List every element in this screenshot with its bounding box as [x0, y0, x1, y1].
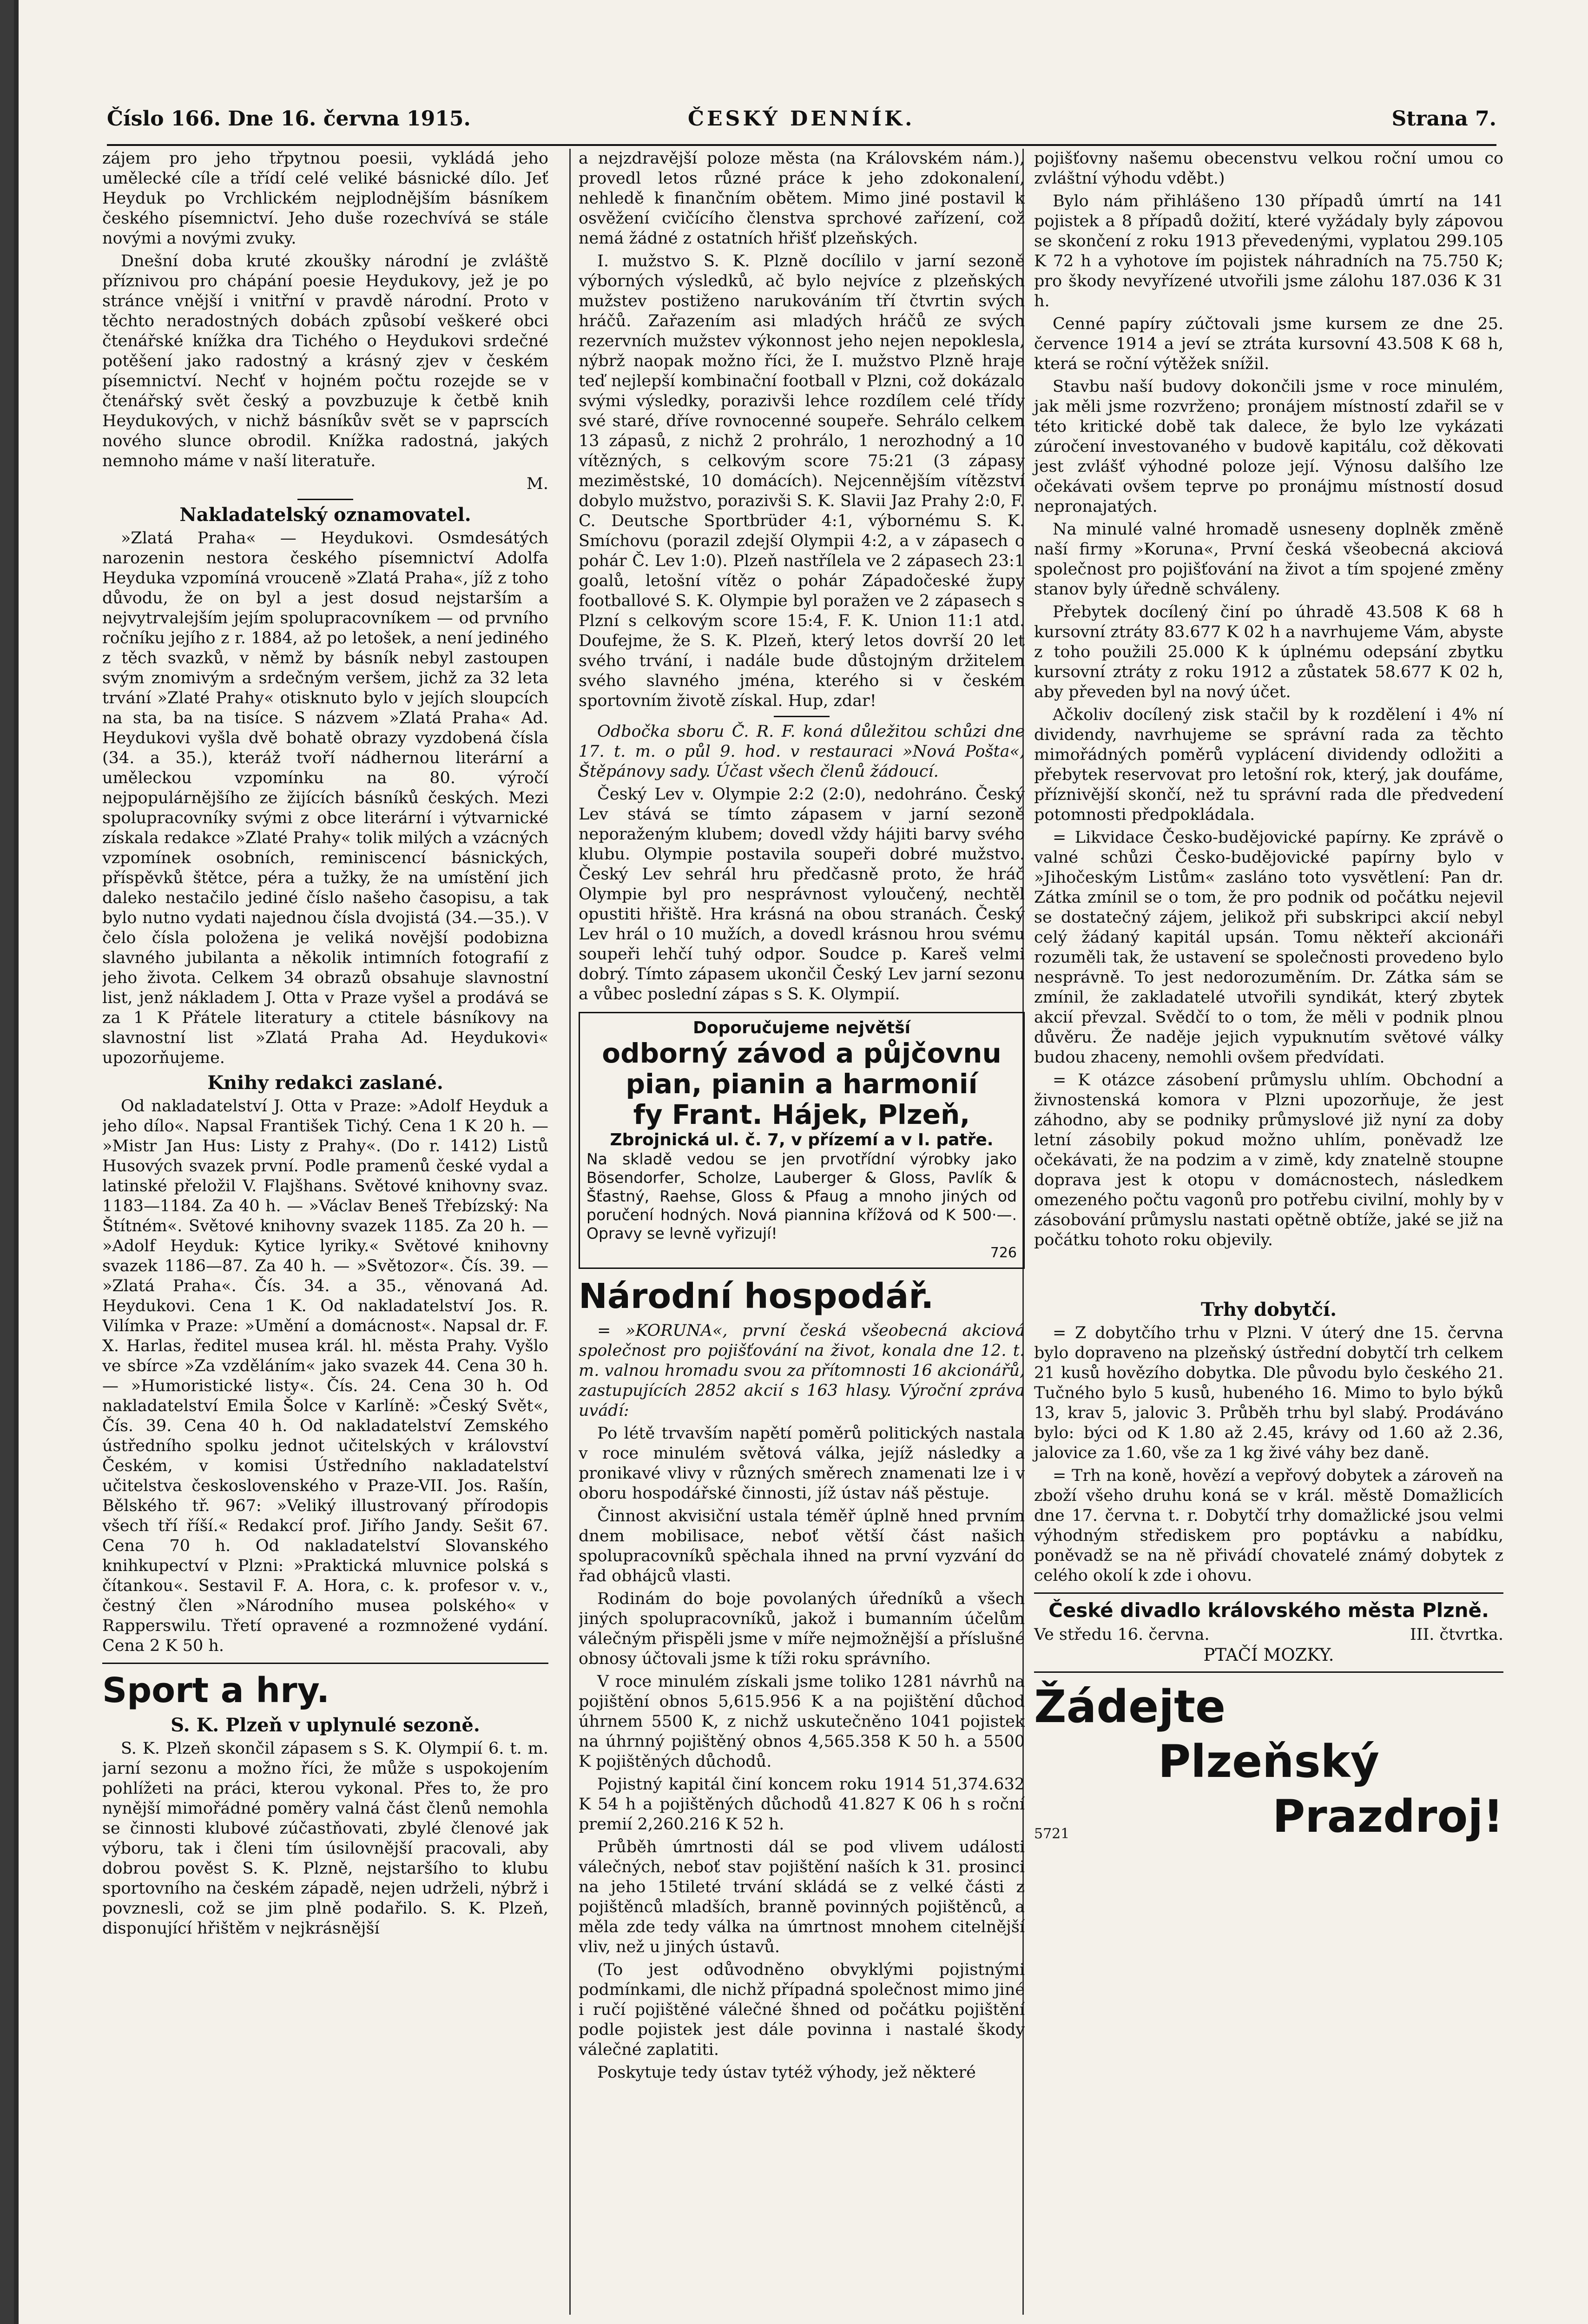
column-3 — [1025, 149, 1503, 2324]
article-paragraph: (To jest odůvodněno obvyklými pojistnými podmínkami, dle nichž případná společnost mimo jiné i ručí pojištěné válečné šhned od počátku pojištění podle pojistek jest dále povinna i nastalé škody válečné zaplatiti. — [579, 1961, 1025, 2059]
advertisement-piano — [579, 1012, 1025, 1269]
ad-number: 726 — [990, 1245, 1017, 1261]
ad-headline: odborný závod a půjčovnu — [602, 1037, 1002, 1069]
theatre-play: PTAČÍ MOZKY. — [1203, 1645, 1334, 1665]
article-paragraph: Poskytuje tedy ústav tytéž výhody, jež některé — [597, 2063, 976, 2082]
page-number: Strana 7. — [1391, 107, 1496, 131]
article-paragraph: Průběh úmrtnosti dál se pod vlivem události válečných, neboť stav pojištění naších k 31. prosinci na jeho 15tileté trvání skládá se z velké části z pojištěnců mladších, branně povinných pojištěnců, a měla zde tedy válka na úmrtnost mnohem citelnější vliv, než u jiných ústavů. — [579, 1838, 1025, 1956]
column-2 — [579, 149, 1025, 2324]
article-paragraph: a nejzdravější poloze města (na Královském nám.), provedl letos různé práce k jeho zdokonalení, nehledě k finančním obětem. Mimo jiné postavil k osvěžení cvičícího členstva sprchové zařízení, což nemá žádné z ostatních hřišť plzeňských. — [579, 149, 1025, 248]
article-paragraph: = »KORUNA«, první česká všeobecná akciová společnost pro pojišťování na život, konala dne 12. t. m. valnou hromadu svou za přítomnosti 16 akcionářů, zastupujících 2852 akcií s 163 hlasy. Výroční zpráva uvádí: — [579, 1321, 1025, 1420]
article-paragraph: V roce minulém získali jsme toliko 1281 návrhů na pojištění obnos 5,615.956 K a na pojištění důchod úhrnem 5500 K, z nichž uskutečněno 1041 pojistek na úhrnný pojištěný obnos 4,565.358 K 50 h. a 5500 K pojištěných důchodů. — [579, 1672, 1025, 1771]
section-title: Nakladatelský oznamovatel. — [179, 504, 471, 526]
article-paragraph: zájem pro jeho třpytnou poesii, vykládá jeho umělecké cíle a třídí celé veliké básnické dílo. Jeť Heyduk po Vrchlickém nejplodnějším básníkem českého písemnictví. Jeho duše rozechvívá se stále novými a novými zvuky. — [102, 149, 548, 248]
page-edge — [0, 0, 14, 2324]
page-header — [107, 107, 1496, 146]
divider — [102, 1663, 548, 1664]
article-paragraph: Dnešní doba kruté zkoušky národní je zvláště příznivou pro chápání poesie Heydukovy, jež je po stránce vnější i vnitřní v pravdě národní. Proto v těchto neradostných dobách způsobí veškeré obci čtenářské knížka dra Tichého o Heydukovi srdečné potěšení jako radostný a krásný zjev v českém písemnictví. Nechť v hojném počtu rozejde se v čtenářský svět český a povzbuzuje k četbě knih Heydukových, v nichž básníkův svět se v paprscích nového slunce obrodil. Knížka radostná, jakých nemnoho máme v naší literatuře. — [102, 252, 548, 470]
article-paragraph: Ačkoliv docílený zisk stačil by k rozdělení i 4% ní dividendy, navrhujeme se správní rada za těchto mimořádných poměrů vyplácení dividendy odložiti a přebytek reservovat pro letošní rok, který, jak doufáme, příznivější skončí, než tu správní rada dle předvedení potomnosti předpokládala. — [1034, 706, 1503, 824]
article-paragraph: = Likvidace Česko-budějovické papírny. Ke zprávě o valné schůzi Česko-budějovické papírny bylo v »Jihočeským Listům« zasláno toto vysvětlení: Pan dr. Zátka zmínil se o tom, že pro podnik od počátku nejevil se dostatečný zájem, jelikož při subskripci akcií nebyl celý žádaný kapitál upsán. Tomu někteří akcionáři rozuměli tak, že ustavení se společnosti provedeno bylo nesprávně. To jest nedorozuměním. Dr. Zátka sám se zmínil, že zakladatelé utvořili syndikát, který zbytek akcií převzal. Svědčí to o tom, že měli v podnik plnou důvěru. Že naděje jejich vypuknutím světové války budou zhaceny, nemohli ovšem předvídati. — [1034, 828, 1503, 1067]
article-paragraph: Cenné papíry zúčtovali jsme kursem ze dne 25. července 1914 a jeví se ztráta kursovní 43.508 K 68 h, která se roční výtěžek snížil. — [1034, 315, 1503, 373]
article-paragraph: Český Lev v. Olympie 2:2 (2:0), nedohráno. Český Lev stává se tímto zápasem v jarní sezoně neporaženým klubem; dovedl vždy hájiti barvy svého klubu. Olympie postavila soupeři dobré mužstvo. Český Lev sehrál hru předčasně proto, že hráč Olympie byl pro nesprávnost vyloučený, nechtěl opustiti hřiště. Hra krásná na obou stranách. Český Lev hrál o 10 mužích, a dovedl krásnou hrou svému soupeři lehčí tuhý odpor. Soudce p. Kareš velmi dobrý. Tímto zápasem ukončil Český Lev jarní sezonu a vůbec poslední zápas s S. K. Olympií. — [579, 785, 1025, 1004]
article-paragraph: = Trh na koně, hovězí a vepřový dobytek a zároveň na zboží všeho druhu koná se v král. městě Domažlicích dne 17. června t. r. Dobytčí trhy domažlické jsou velmi výhodným střediskem pro poptávku a nabídku, poněvadž se na ně přivádí chovatelé známý dobytek z celého okolí k zde i ohovu. — [1034, 1466, 1503, 1585]
article-paragraph: Od nakladatelství J. Otta v Praze: »Adolf Heyduk a jeho dílo«. Napsal František Tichý. Cena 1 K 20 h. — »Mistr Jan Hus: Listy z Prahy«. (Do r. 1412) Listů Husových svazek první. Podle pramenů české vydal a latinské přeložil V. Flajšhans. Světové knihovny svaz. 1183—1184. Za 40 h. — »Václav Beneš Třebízský: Na Štítném«. Světové knihovny svazek 1185. Za 20 h. — »Adolf Heyduk: Kytice lyriky.« Světové knihovny svazek 1186—87. Za 40 h. — »Světozor«. Čís. 39. — »Zlatá Praha«. Čís. 34. a 35., věnovaná Ad. Heydukovi. Cena 1 K. Od nakladatelství Jos. R. Vilímka v Praze: »Umění a domácnost«. Napsal dr. F. X. Harlas, ředitel musea král. hl. města Prahy. Vyšlo ve sbírce »Za vzděláním« jako svazek 44. Cena 30 h. — »Humoristické listy«. Čís. 24. Cena 30 h. Od nakladatelství Emila Šolce v Karlíně: »Český Svět«, Čís. 39. Cena 40 h. Od nakladatelství Zemského ústředního spolku jednot učitelských v království Českém, v komisi Ústředního nakladatelství učitelstva československého v Praze-VII. Jos. Rašín, Bělského tř. 967: »Veliký illustrovaný přírodopis všech tří říší.« Redakcí prof. Jiřího Jandy. Sešit 67. Cena 70 h. Od nakladatelství Slovanského knihkupectví v Plzni: »Praktická mluvnice polská s čítankou«. Sestavil F. A. Hora, c. k. profesor v. v., čestný člen »Národního musea polského« v Rapperswilu. Třetí opravené a rozmnožené vydání. Cena 2 K 50 h. — [102, 1097, 548, 1655]
article-paragraph: S. K. Plzeň skončil zápasem s S. K. Olympií 6. t. m. jarní sezonu a možno říci, že může s uspokojením pohlížeti na práci, kterou vykonal. Přes to, že pro nynější mimořádné poměry valná část členů nemohla se činnosti klubové zúčastňovati, zbylé členové jak výboru, tak i členi tím úsilovnější pracovali, aby dobrou pověst S. K. Plzně, nejstaršího to klubu sportovního na českém západě, nejen udrželi, nýbrž i povznesli, což se jim plně podařilo. S. K. Plzeň, disponující hřištěm v nejkrásnější — [102, 1739, 548, 1938]
article-paragraph: »Zlatá Praha« — Heydukovi. Osmdesátých narozenin nestora českého písemnictví Adolfa Heyduka vzpomíná vrouceně »Zlatá Praha«, jíž z toho důvodu, že on byl a jest dosud nejstarším a nejvytrvalejším jejím spolupracovníkem — od prvního ročníku jejího z r. 1884, až po letošek, a není jediného z těch svazků, v němž by básník nebyl zastoupen svým znomivým a srdečným veršem, jichž za 32 leta trvání »Zlaté Prahy« otisknuto bylo v jejích sloupcích na sta, ba na tisíce. S názvem »Zlatá Praha« Ad. Heydukovi vyšla dvě bohatě obrazy vyzdobená čísla (34. a 35.), kteráž tvoří nádhernou literární a uměleckou vzpomínku na 80. výročí nejpopulárnějšího ze žijících básníků českých. Mezi spolupracovníky svými z obce literární i výtvarnické získala redakce »Zlaté Prahy« tolik milých a vzácných vzpomínek osobních, reminiscencí básnických, příspěvků štětce, péra a tužky, že na umístění jich daleko nestačilo jediné číslo našeho časopisu, a tak bylo nutno vydati najednou čísla dvojistá (34.—35.). V čelo čísla položena je veliká novější podobizna slavného jubilanta a několik intimních fotografií z jeho života. Celkem 34 obrazů obsahuje slavnostní list, jenž nákladem J. Otta v Praze vyšel a prodává se za 1 K Přátele literatury a ctitele básníkovy na slavnostní list »Zlatá Praha Ad. Heydukovi« upozorňujeme. — [102, 529, 548, 1067]
section-heading: Sport a hry. — [102, 1670, 330, 1710]
article-paragraph: Odbočka sboru Č. R. F. koná důležitou schůzi dne 17. t. m. o půl 9. hod. v restauraci »Nová Pošta«, Štěpánovy sady. Účast všech členů žádoucí. — [579, 722, 1025, 781]
theatre-heading: České divadlo královského města Plzně. — [1048, 1599, 1489, 1622]
ad-line: Doporučujeme největší — [693, 1018, 910, 1037]
ad-headline: fy Frant. Hájek, Plzeň, — [633, 1099, 970, 1130]
author-sign: M. — [527, 475, 548, 493]
ad-body: Na skladě vedou se jen prvotřídní výrobky jako Bösendorfer, Scholze, Lauberger & Gloss, Pavlík & Šťastný, Raehse, Gloss & Pfaug a mnoho jiných od poručení hodných. Nová piannina křížová od K 500·—. Opravy se levně vyřizují! — [586, 1150, 1017, 1242]
ad-address: Zbrojnická ul. č. 7, v přízemí a v I. patře. — [610, 1130, 994, 1149]
article-paragraph: Na minulé valné hromadě usneseny doplněk změně naší firmy »Koruna«, První česká všeobecná akciová společnost pro pojišťování na život a tím spojené změny stanov byly úředně schváleny. — [1034, 520, 1503, 599]
theatre-series: III. čtvrtka. — [1410, 1625, 1503, 1644]
section-title: Knihy redakci zaslané. — [207, 1072, 443, 1094]
theatre-row — [1034, 1625, 1503, 1645]
article-paragraph: Pojistný kapitál činí koncem roku 1914 51,374.632 K 54 h a pojištěných důchodů 41.827 K 06 h s roční premií 2,260.216 K 52 h. — [579, 1775, 1025, 1834]
divider — [774, 716, 830, 717]
section-title: S. K. Plzeň v uplynulé sezoně. — [171, 1714, 480, 1736]
masthead: ČESKÝ DENNÍK. — [688, 107, 915, 131]
section-heading: Národní hospodář. — [579, 1276, 934, 1316]
article-paragraph: I. mužstvo S. K. Plzně docílilo v jarní sezoně výborných výsledků, ač bylo nejvíce z plzeňských mužstev postiženo narukováním tří čtvrtin svých hráčů. Zařazením asi mladých hráčů ze svých rezervních mužstev výkonnost jeho nejen nepoklesla, nýbrž naopak možno říci, že I. mužstvo Plzně hraje teď nejlepší kombinační football v Plzni, což dokázalo svými výsledky, porazivši lehce rozdílem celé třídy své staré, dříve rovnocenné soupeře. Sehrálo celkem 13 zápasů, z nichž 2 prohrálo, 1 nerozhodný a 10 vítězných, s celkovým score 75:21 (3 zápasy meziměstské, 10 domácích). Nejcennějším vítězství dobylo mužstvo, porazivši S. K. Slavii Jaz Prahy 2:0, F. C. Deutsche Sportbrüder 4:1, výbornému S. K. Smíchovu (porazil zdejší Olympii 4:2, a v zápasech o pohár Č. Lev 1:0). Plzeň nastřílela ve 2 zápasech 23:1 goalů, letošní vítěz o pohár Západočeské župy footballové S. K. Olympie byl poražen ve 2 zápasech s Plzní s celkovým score 15:4, F. K. Union 11:1 atd. Doufejme, že S. K. Plzeň, který letos dovrší 20 let svého trvání, i nadále bude důstojným držitelem svého slavného jména, kterého si v českém sportovním životě získal. Hup, zdar! — [579, 252, 1025, 710]
section-title: Trhy dobytčí. — [1201, 1299, 1337, 1320]
article-paragraph: Po létě trvavším napětí poměrů politických nastala v roce minulém světová válka, jejíž následky a pronikavé vlivy v různých směrech znamenati lze i v oboru hospodářské činnosti, jíž ústav náš pěstuje. — [579, 1424, 1025, 1503]
theatre-date: Ve středu 16. června. — [1034, 1625, 1210, 1644]
article-paragraph: Rodinám do boje povolaných úředníků a všech jiných spolupracovníků, jakož i bumanním účelům válečným přispěli jsme v míře nejmožnější a příslušné obnosy účtovali jsme k tíži roku správního. — [579, 1590, 1025, 1668]
article-paragraph: Přebytek docílený činí po úhradě 43.508 K 68 h kursovní ztráty 83.677 K 02 h a navrhujeme Vám, abyste z toho použili 25.000 K k úplnému odepsání zbytku kursovní ztráty z roku 1912 a zůstatek 58.677 K 02 h, aby převeden byl na nový účet. — [1034, 603, 1503, 701]
article-paragraph: Bylo nám přihlášeno 130 případů úmrtí na 141 pojistek a 8 případů dožití, které vyžádaly byly zápovou se skončení z roku 1913 převedenými, vyplatou 299.105 K 72 h a vyhotove ím pojistek náhradních na 75.750 K; pro škody nevyřízené utvořili jsme zálohu 187.036 K 31 h. — [1034, 192, 1503, 310]
beer-ad-row — [1034, 1789, 1503, 1844]
beer-ad-line: Prazdroj! — [1272, 1790, 1503, 1842]
ad-number: 5721 — [1034, 1826, 1070, 1842]
article-paragraph: = K otázce zásobení průmyslu uhlím. Obchodní a živnostenská komora v Plzni upozorňuje, že jest záhodno, aby se podniky průmyslové již nyní za doby letní zásobily pokud možno uhlím, poněvadž lze očekávati, že na podzim a v zimě, kdy znatelně stoupne doprava jest k otopu v domácnostech, následkem omezeného počtu vagonů pro potřebu civilní, mohly by v zásobování průmyslu nastati opětně obtíže, jaké se již na počátku tohoto roku objevily. — [1034, 1071, 1503, 1249]
article-paragraph: = Z dobytčího trhu v Plzni. V úterý dne 15. června bylo dopraveno na plzeňský ústřední dobytčí trh celkem 21 kusů hovězího dobytka. Dle původu bylo českého 21. Tučného bylo 5 kusů, hubeného 16. Mimo to bylo býků 13, krav 5, jalovic 3. Průběh trhu byl slabý. Prodáváno bylo: býci od K 1.80 až 2.45, krávy od 1.60 až 2.36, jalovice za 1.60, vše za 1 kg živé váhy bez daně. — [1034, 1324, 1503, 1462]
spacer — [1034, 1253, 1503, 1295]
article-paragraph: pojišťovny našemu obecenstvu velkou roční umou co zvláštní výhodu vděbt.) — [1034, 149, 1503, 188]
ad-headline: pian, pianin a harmonií — [626, 1068, 978, 1100]
beer-ad-line: Plzeňský — [1158, 1736, 1380, 1788]
column-rule — [569, 149, 571, 2315]
divider — [1034, 1592, 1503, 1594]
article-paragraph: Stavbu naší budovy dokončili jsme v roce minulém, jak měli jsme rozvrženo; pronájem místností zdařil se v této kritické době tak dalece, že bylo lze vykázati zúročení investovaného v budově kapitálu, což děkovati jest zvlášť výhodné poloze její. Výnosu dalšího lze očekávati ovšem teprve po pronájmu místností dosud nepronajatých. — [1034, 377, 1503, 516]
divider — [1034, 1671, 1503, 1673]
issue-info: Číslo 166. Dne 16. června 1915. — [107, 107, 471, 131]
column-1 — [102, 149, 548, 2324]
divider — [297, 499, 353, 500]
article-paragraph: Činnost akvisiční ustala téměř úplně hned prvním dnem mobilisace, neboť větší část našich spolupracovníků spěchala ihned na první vyzvání do řad obhájců vlasti. — [579, 1507, 1025, 1585]
beer-ad-line: Žádejte — [1034, 1681, 1226, 1733]
